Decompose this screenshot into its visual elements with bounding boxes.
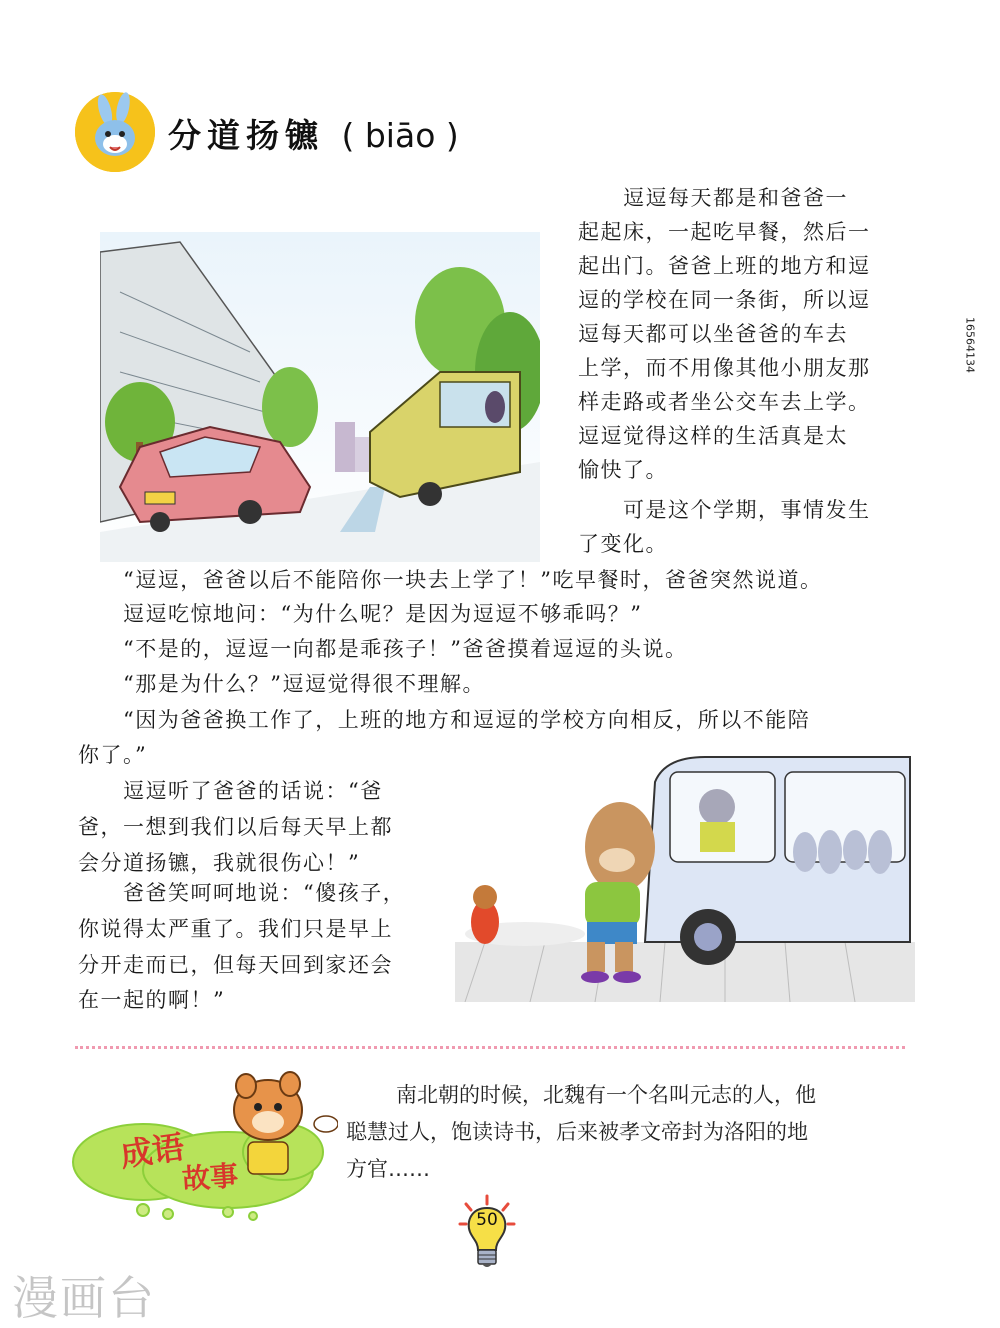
page-number-bulb [458, 1194, 518, 1274]
paragraph-line: 逗每天都可以坐爸爸的车去 [578, 322, 848, 346]
paragraph-line: 你了。” [78, 743, 148, 767]
paragraph-line: 起起床，一起吃早餐，然后一 [578, 220, 871, 244]
paragraph-line: 上学，而不用像其他小朋友那 [578, 356, 871, 380]
section-divider [75, 1046, 905, 1049]
bus-bear-illustration [455, 752, 915, 1002]
page-title [168, 110, 459, 157]
paragraph-line: “因为爸爸换工作了，上班的地方和逗逗的学校方向相反，所以不能陪 [78, 708, 811, 732]
paragraph-line: 爸爸笑呵呵地说：“傻孩子， [78, 881, 406, 905]
paragraph-line: 分开走而已，但每天回到家还会 [78, 953, 393, 977]
paragraph-line: 逗逗觉得这样的生活真是太 [578, 424, 848, 448]
paragraph-line: 愉快了。 [578, 458, 668, 482]
title-pinyin: ( biāo ) [341, 116, 459, 155]
paragraph-line: “不是的，逗逗一向都是乖孩子！”爸爸摸着逗逗的头说。 [78, 637, 688, 661]
paragraph-line: 了变化。 [578, 532, 668, 556]
paragraph-line: 会分道扬镳，我就很伤心！” [78, 851, 361, 875]
watermark: 漫画台 [12, 1271, 156, 1325]
paragraph-line: “那是为什么？”逗逗觉得很不理解。 [78, 672, 485, 696]
story-line: 方官…… [346, 1157, 430, 1181]
story-line: 聪慧过人，饱读诗书，后来被孝文帝封为洛阳的地 [346, 1120, 808, 1144]
badge-label-idiom: 成语 [117, 1127, 187, 1175]
paragraph-line: 逗逗听了爸爸的话说：“爸 [78, 779, 383, 803]
paragraph-line: 爸，一想到我们以后每天早上都 [78, 815, 393, 839]
paragraph-line: 逗逗吃惊地问：“为什么呢？是因为逗逗不够乖吗？” [78, 602, 643, 626]
badge-label-story: 故事 [181, 1159, 240, 1196]
paragraph-line: 起出门。爸爸上班的地方和逗 [578, 254, 871, 278]
title-idiom: 分道扬镳 [168, 116, 324, 155]
paragraph-line: 在一起的啊！” [78, 988, 226, 1012]
street-scene-illustration [100, 232, 540, 562]
rabbit-badge-icon [75, 92, 155, 172]
paragraph-line: 逗的学校在同一条街，所以逗 [578, 288, 871, 312]
side-serial-number: 16564134 [963, 317, 977, 373]
paragraph-line: 你说得太严重了。我们只是早上 [78, 917, 393, 941]
paragraph-line: 可是这个学期，事情发生 [578, 498, 871, 522]
paragraph-line: 逗逗每天都是和爸爸一 [578, 186, 848, 210]
story-line: 南北朝的时候，北魏有一个名叫元志的人，他 [396, 1083, 816, 1107]
paragraph-line: “逗逗，爸爸以后不能陪你一块去上学了！”吃早餐时，爸爸突然说道。 [78, 568, 823, 592]
paragraph-line: 样走路或者坐公交车去上学。 [578, 390, 871, 414]
page-number: 50 [476, 1210, 498, 1230]
idiom-story-badge [68, 1062, 338, 1222]
